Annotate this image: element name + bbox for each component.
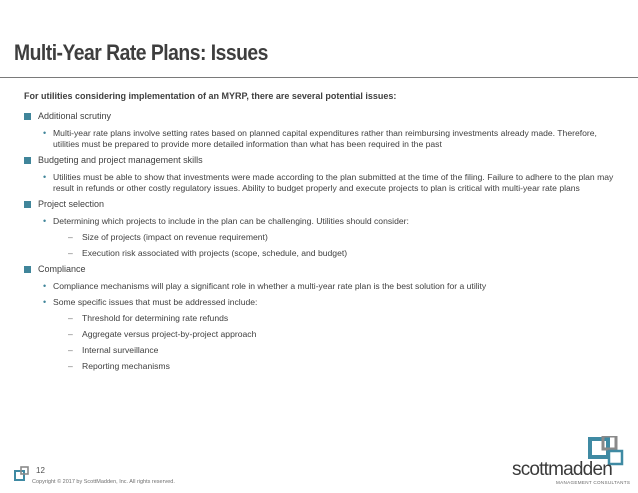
title-divider: [0, 77, 638, 78]
bullet-text: Budgeting and project management skills: [38, 155, 203, 165]
dash-bullet-icon: –: [68, 248, 73, 258]
dash-bullet-icon: –: [68, 232, 73, 242]
bullet-item: [24, 264, 624, 275]
page-number: 12: [36, 466, 45, 475]
square-bullet-icon: [24, 201, 31, 208]
slide-title: Multi-Year Rate Plans: Issues: [14, 40, 268, 65]
sub-bullet-item: [24, 297, 624, 308]
dash-item: [24, 313, 624, 324]
intro-text: For utilities considering implementation of an MYRP, there are several potential issues:: [24, 91, 397, 101]
bullet-item: [24, 199, 624, 210]
logo-wordmark: scottmadden: [512, 459, 612, 480]
square-bullet-icon: [24, 113, 31, 120]
dot-bullet-icon: •: [43, 172, 47, 182]
sub-bullet-item: [24, 128, 624, 150]
sub-bullet-text: Compliance mechanisms will play a significant role in whether a multi-year rate plan is the best solution for a utility: [53, 281, 487, 291]
sub-bullet-text: Utilities must be able to show that investments were made according to the plan submitted at the time of the filing. Failure to adhere to the plan may result in refunds or other costly regulatory issues. Ability to budget properly and execute projects to plan is critical with multi-year rate plans: [53, 172, 614, 193]
sub-bullet-item: [24, 281, 624, 292]
bullet-text: Project selection: [38, 199, 105, 209]
bullet-item: [24, 111, 624, 122]
dot-bullet-icon: •: [43, 128, 47, 138]
dash-item-text: Size of projects (impact on revenue requirement): [82, 232, 268, 242]
dash-item-text: Internal surveillance: [82, 345, 159, 355]
dash-item: [24, 329, 624, 340]
bullet-text: Compliance: [38, 264, 86, 274]
bullet-list: [24, 111, 624, 377]
dash-item-text: Execution risk associated with projects (scope, schedule, and budget): [82, 248, 348, 258]
sub-bullet-item: [24, 216, 624, 227]
dash-item-text: Reporting mechanisms: [82, 361, 170, 371]
sub-bullet-item: [24, 172, 624, 194]
dash-item-text: Threshold for determining rate refunds: [82, 313, 229, 323]
sub-bullet-text: Determining which projects to include in the plan can be challenging. Utilities should consider:: [53, 216, 409, 226]
sub-bullet-text: Multi-year rate plans involve setting rates based on planned capital expenditures rather than reimbursing investments already made. Therefore, utilities must be prepared to provide more detailed information than what has been required in the past: [53, 128, 597, 149]
square-bullet-icon: [24, 266, 31, 273]
dash-bullet-icon: –: [68, 361, 73, 371]
dash-bullet-icon: –: [68, 313, 73, 323]
dash-item-text: Aggregate versus project-by-project approach: [82, 329, 257, 339]
dash-bullet-icon: –: [68, 345, 73, 355]
sub-bullet-text: Some specific issues that must be addressed include:: [53, 297, 258, 307]
dash-item: [24, 361, 624, 372]
copyright-text: Copyright © 2017 by ScottMadden, Inc. All rights reserved.: [32, 479, 175, 485]
bullet-item: [24, 155, 624, 166]
square-bullet-icon: [24, 157, 31, 164]
dash-item: [24, 232, 624, 243]
dash-item: [24, 345, 624, 356]
dash-item: [24, 248, 624, 259]
dot-bullet-icon: •: [43, 216, 47, 226]
dot-bullet-icon: •: [43, 297, 47, 307]
bullet-text: Additional scrutiny: [38, 111, 112, 121]
logo-tagline: MANAGEMENT CONSULTANTS: [556, 480, 631, 485]
dot-bullet-icon: •: [43, 281, 47, 291]
footer-logo-icon: [14, 465, 32, 483]
dash-bullet-icon: –: [68, 329, 73, 339]
